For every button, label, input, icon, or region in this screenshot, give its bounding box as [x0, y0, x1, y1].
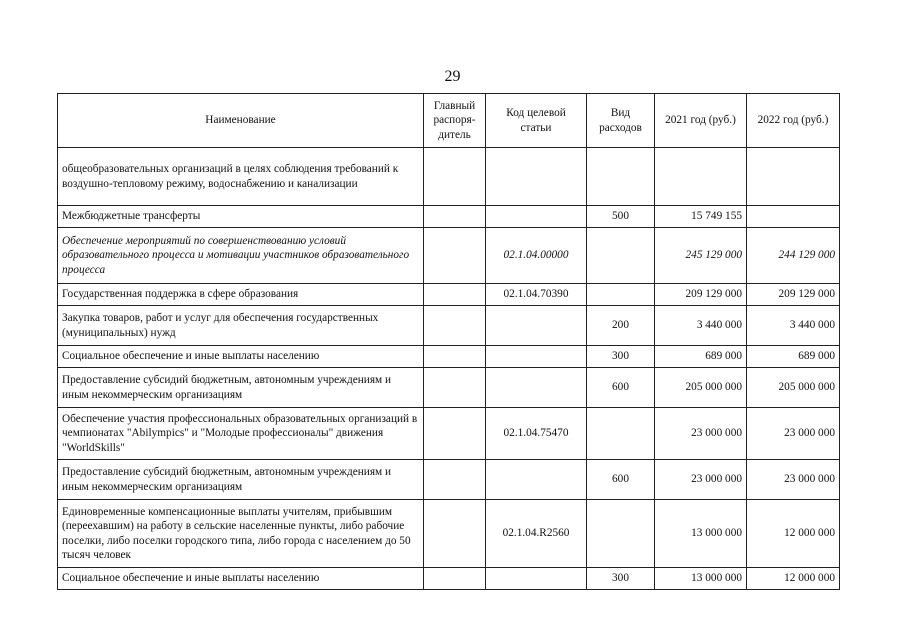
cell-type — [587, 148, 655, 206]
cell-name: Социальное обеспечение и иные выплаты населению — [58, 568, 424, 590]
cell-2021: 15 749 155 — [655, 206, 747, 228]
cell-2022: 12 000 000 — [747, 568, 840, 590]
cell-2021 — [655, 148, 747, 206]
cell-manager — [424, 306, 486, 346]
cell-2022: 689 000 — [747, 346, 840, 368]
cell-name: Единовременные компенсационные выплаты учителям, прибывшим (переехавшим) на работу в сельские населенные пункты, либо рабочие поселки, либо поселки городского типа, либо города с населением до 50 тысяч человек — [58, 500, 424, 568]
cell-type — [587, 284, 655, 306]
header-code: Код целевой статьи — [486, 94, 587, 148]
cell-2021: 245 129 000 — [655, 228, 747, 284]
cell-name: Закупка товаров, работ и услуг для обеспечения государственных (муниципальных) нужд — [58, 306, 424, 346]
cell-manager — [424, 408, 486, 460]
cell-manager — [424, 346, 486, 368]
cell-code — [486, 206, 587, 228]
cell-manager — [424, 148, 486, 206]
table-row — [58, 460, 840, 500]
cell-code: 02.1.04.75470 — [486, 408, 587, 460]
cell-2022: 23 000 000 — [747, 408, 840, 460]
cell-type: 600 — [587, 368, 655, 408]
header-name: Наименование — [58, 94, 424, 148]
cell-2022: 209 129 000 — [747, 284, 840, 306]
cell-2022: 23 000 000 — [747, 460, 840, 500]
header-2021: 2021 год (руб.) — [655, 94, 747, 148]
table-row — [58, 408, 840, 460]
cell-manager — [424, 206, 486, 228]
cell-2021: 23 000 000 — [655, 408, 747, 460]
cell-2021: 3 440 000 — [655, 306, 747, 346]
cell-2022: 205 000 000 — [747, 368, 840, 408]
cell-type: 500 — [587, 206, 655, 228]
cell-2022: 12 000 000 — [747, 500, 840, 568]
cell-name: общеобразовательных организаций в целях соблюдения требований к воздушно-тепловому режиму, водоснабжению и канализации — [58, 148, 424, 206]
cell-name: Межбюджетные трансферты — [58, 206, 424, 228]
table-row — [58, 346, 840, 368]
cell-code — [486, 148, 587, 206]
cell-type — [587, 228, 655, 284]
cell-manager — [424, 228, 486, 284]
cell-manager — [424, 500, 486, 568]
header-row — [58, 94, 840, 148]
cell-manager — [424, 460, 486, 500]
cell-2021: 205 000 000 — [655, 368, 747, 408]
cell-code — [486, 306, 587, 346]
cell-code: 02.1.04.70390 — [486, 284, 587, 306]
cell-2022: 3 440 000 — [747, 306, 840, 346]
cell-type — [587, 408, 655, 460]
table-row — [58, 228, 840, 284]
table-row — [58, 500, 840, 568]
cell-name: Предоставление субсидий бюджетным, автономным учреждениям и иным некоммерческим организациям — [58, 460, 424, 500]
budget-table — [57, 93, 840, 590]
cell-2021: 209 129 000 — [655, 284, 747, 306]
page-number: 29 — [444, 68, 461, 85]
table-row — [58, 568, 840, 590]
cell-name: Предоставление субсидий бюджетным, автономным учреждениям и иным некоммерческим организациям — [58, 368, 424, 408]
table-row — [58, 284, 840, 306]
table-row — [58, 368, 840, 408]
cell-2021: 13 000 000 — [655, 568, 747, 590]
cell-type: 200 — [587, 306, 655, 346]
cell-code — [486, 346, 587, 368]
cell-code — [486, 460, 587, 500]
cell-manager — [424, 368, 486, 408]
cell-name: Обеспечение мероприятий по совершенствованию условий образовательного процесса и мотивации участников образовательного процесса — [58, 228, 424, 284]
header-manager: Главный распоря-дитель — [424, 94, 486, 148]
cell-code: 02.1.04.00000 — [486, 228, 587, 284]
table-row — [58, 306, 840, 346]
cell-name: Обеспечение участия профессиональных образовательных организаций в чемпионатах "Abilympics" и "Молодые профессионалы" движения "WorldSkills" — [58, 408, 424, 460]
cell-name: Государственная поддержка в сфере образования — [58, 284, 424, 306]
cell-manager — [424, 284, 486, 306]
cell-type: 600 — [587, 460, 655, 500]
cell-2021: 689 000 — [655, 346, 747, 368]
cell-manager — [424, 568, 486, 590]
cell-type: 300 — [587, 568, 655, 590]
cell-2021: 23 000 000 — [655, 460, 747, 500]
cell-2022 — [747, 148, 840, 206]
cell-name: Социальное обеспечение и иные выплаты населению — [58, 346, 424, 368]
cell-type: 300 — [587, 346, 655, 368]
cell-code — [486, 368, 587, 408]
cell-2022 — [747, 206, 840, 228]
cell-2021: 13 000 000 — [655, 500, 747, 568]
header-2022: 2022 год (руб.) — [747, 94, 840, 148]
cell-type — [587, 500, 655, 568]
cell-code — [486, 568, 587, 590]
table-row — [58, 148, 840, 206]
cell-code: 02.1.04.R2560 — [486, 500, 587, 568]
table-row — [58, 206, 840, 228]
header-type: Вид расходов — [587, 94, 655, 148]
cell-2022: 244 129 000 — [747, 228, 840, 284]
